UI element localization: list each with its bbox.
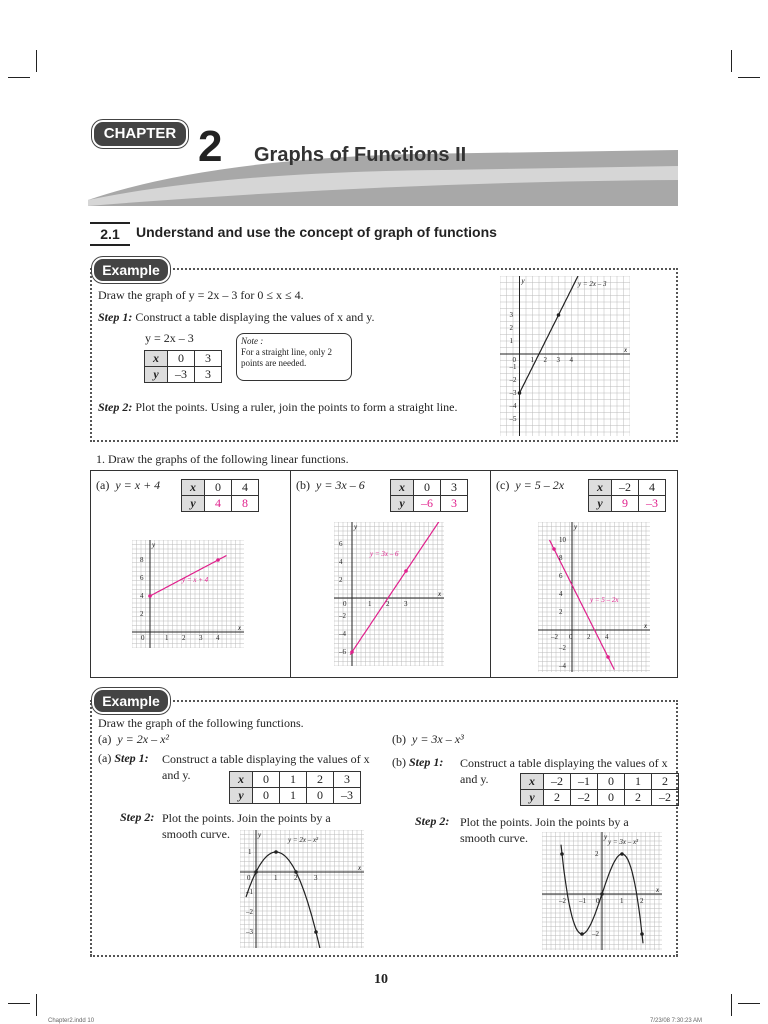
table-cell: 0	[598, 774, 625, 790]
table-cell: 4	[205, 496, 232, 512]
x-header: x	[589, 480, 612, 496]
table-cell: 2	[307, 772, 334, 788]
tick-label: 1	[620, 897, 624, 905]
tick-label: –4	[339, 630, 346, 638]
data-point	[580, 932, 584, 936]
part-label: (a)	[96, 478, 110, 492]
table-cell: –2	[652, 790, 679, 806]
tick-label: 2	[640, 897, 644, 905]
y-header: y	[521, 790, 544, 806]
section-number-text: 2.1	[100, 226, 120, 242]
x-header: x	[182, 480, 205, 496]
example-2a-graph	[240, 830, 364, 948]
y-header: y	[182, 496, 205, 512]
data-point	[557, 313, 561, 317]
table-cell: 4	[639, 480, 666, 496]
function-line	[350, 522, 442, 655]
exercise-1a-table	[181, 479, 259, 512]
table-cell: 3	[441, 496, 468, 512]
tick-label: 0	[247, 874, 251, 882]
page-number: 10	[374, 972, 388, 987]
part-label: (b)	[392, 732, 406, 746]
part-label: (c)	[496, 478, 510, 492]
example-2a-step2-label	[120, 810, 154, 825]
x-axis-label: x	[438, 590, 442, 598]
x-header: x	[230, 772, 253, 788]
tick-label: 3	[314, 874, 318, 882]
tick-label: 2	[294, 874, 298, 882]
y-axis-label: y	[258, 831, 262, 839]
tick-label: 6	[140, 574, 144, 582]
tick-label: –6	[339, 648, 346, 656]
tick-label: 0	[141, 634, 145, 642]
part-label: (a)	[98, 751, 112, 765]
table-cell: 2	[652, 774, 679, 790]
note-box	[236, 333, 352, 381]
data-point	[620, 852, 624, 856]
exercise-1a-label	[96, 478, 160, 493]
tick-label: –2	[559, 644, 566, 652]
data-point	[216, 558, 220, 562]
example-2-intro: Draw the graph of the following functions.	[98, 716, 304, 730]
footer-left: Chapter2.indd 10	[48, 1018, 95, 1024]
tick-label: 4	[140, 592, 144, 600]
data-point	[640, 932, 644, 936]
y-axis-label: y	[604, 833, 608, 841]
equation: y = x + 4	[115, 478, 161, 492]
exercise-1b-table	[390, 479, 468, 512]
example-1-table	[144, 350, 222, 383]
section-number	[90, 222, 130, 246]
table-cell: –3	[334, 788, 361, 804]
tick-label: 10	[559, 536, 566, 544]
table-cell: –1	[571, 774, 598, 790]
tick-label: –4	[559, 662, 566, 670]
tick-label: 4	[605, 633, 609, 641]
table-cell: 3	[334, 772, 361, 788]
y-header: y	[391, 496, 414, 512]
tick-label: 2	[339, 576, 343, 584]
example-2b-step2-text: Plot the points. Join the points by a smooth curve.	[460, 815, 629, 845]
tick-label: 2	[559, 608, 563, 616]
example-2b-table	[520, 773, 679, 806]
x-axis-label: x	[238, 624, 242, 632]
step2-text: Plot the points. Using a ruler, join the points to form a straight line.	[135, 400, 458, 414]
example-1-step2	[98, 400, 458, 415]
tick-label: –2	[592, 930, 599, 938]
table-cell: –3	[168, 367, 195, 383]
tick-label: 1	[530, 356, 534, 364]
x-axis-label: x	[624, 346, 628, 354]
table-cell: 8	[232, 496, 259, 512]
y-header: y	[230, 788, 253, 804]
tick-label: 3	[556, 356, 560, 364]
tick-label: –1	[579, 897, 586, 905]
function-label: y = 3x – x³	[608, 838, 639, 846]
table-cell: 0	[307, 788, 334, 804]
example-1-equation: y = 2x – 3	[145, 331, 194, 345]
tick-label: –1	[509, 363, 517, 371]
table-cell: 1	[280, 772, 307, 788]
table-cell: 2	[544, 790, 571, 806]
tick-label: 4	[339, 558, 343, 566]
note-title: Note :	[241, 336, 264, 346]
example-2b-step2-label	[415, 814, 449, 829]
tick-label: 4	[559, 590, 563, 598]
note-text: For a straight line, only 2 points are needed.	[241, 347, 332, 368]
table-cell: 0	[168, 351, 195, 367]
table-cell: –3	[639, 496, 666, 512]
tick-label: 0	[569, 633, 573, 641]
data-point	[600, 892, 604, 896]
part-label: (b)	[392, 755, 406, 769]
example-1-intro: Draw the graph of y = 2x – 3 for 0 ≤ x ≤ 4.	[98, 288, 304, 302]
y-header: y	[145, 367, 168, 383]
exercise-1c-table	[588, 479, 666, 512]
tick-label: 2	[595, 850, 599, 858]
table-cell: 0	[414, 480, 441, 496]
x-axis-label: x	[644, 622, 648, 630]
function-label: y = 3x – 6	[370, 550, 399, 558]
x-axis-label: x	[656, 886, 660, 894]
table-cell: 0	[205, 480, 232, 496]
data-point	[254, 870, 258, 874]
tick-label: –2	[509, 376, 517, 384]
example-2a-step1-text: Construct a table displaying the values of x and y.	[162, 752, 370, 782]
tick-label: 1	[274, 874, 278, 882]
function-label: y = 2x – 3	[578, 280, 607, 288]
table-cell: 3	[195, 367, 222, 383]
step2-label: Step 2:	[120, 810, 155, 824]
exercise-1a-graph	[132, 540, 244, 648]
equation: y = 3x – 6	[316, 478, 365, 492]
example-2a-step2-text: Plot the points. Join the points by a smooth curve.	[162, 811, 331, 841]
data-point	[560, 852, 564, 856]
step1-label: Step 1:	[114, 751, 149, 765]
tick-label: –3	[246, 928, 253, 936]
tick-label: 0	[596, 897, 600, 905]
step1-label: Step 1:	[98, 310, 133, 324]
table-cell: 0	[253, 788, 280, 804]
x-header: x	[145, 351, 168, 367]
function-label: y = 5 – 2x	[590, 596, 619, 604]
tick-label: 0	[343, 600, 347, 608]
tick-label: 6	[559, 572, 563, 580]
example-2a-table	[229, 771, 361, 804]
tick-label: 4	[569, 356, 573, 364]
tick-label: 4	[216, 634, 220, 642]
tick-label: –4	[509, 402, 517, 410]
tick-label: 2	[386, 600, 390, 608]
y-header: y	[589, 496, 612, 512]
tick-label: 2	[543, 356, 547, 364]
part-label: (b)	[296, 478, 310, 492]
tick-label: 1	[509, 337, 513, 345]
exercise-1c-label	[496, 478, 564, 493]
example-1-graph	[500, 276, 630, 436]
tick-label: 2	[509, 324, 513, 332]
exercise-1c-graph	[538, 522, 650, 672]
example-1-badge: Example	[92, 257, 170, 283]
data-point	[606, 655, 610, 659]
step1-label: Step 1:	[409, 755, 444, 769]
tick-label: 8	[559, 554, 563, 562]
tick-label: 1	[165, 634, 169, 642]
tick-label: 1	[248, 848, 252, 856]
example-2b-graph	[542, 832, 662, 950]
table-cell: –2	[544, 774, 571, 790]
tick-label: –2	[339, 612, 346, 620]
footer-right: 7/23/08 7:30:23 AM	[650, 1018, 703, 1024]
equation: y = 5 – 2x	[515, 478, 565, 492]
table-cell: 0	[253, 772, 280, 788]
table-cell: 3	[441, 480, 468, 496]
chapter-title: Graphs of Functions II	[254, 144, 467, 166]
step2-label: Step 2:	[415, 814, 450, 828]
table-cell: 1	[280, 788, 307, 804]
exercise-1b-graph	[334, 522, 444, 666]
y-axis-label: y	[521, 277, 525, 285]
example-2b-step1-text: Construct a table displaying the values of x and y.	[460, 756, 668, 786]
tick-label: 1	[368, 600, 372, 608]
table-cell: 3	[195, 351, 222, 367]
tick-label: 3	[404, 600, 408, 608]
tick-label: –2	[246, 908, 253, 916]
tick-label: 3	[509, 311, 513, 319]
chapter-badge: CHAPTER	[92, 120, 188, 148]
data-point	[350, 650, 354, 654]
data-point	[404, 569, 408, 573]
table-cell: –2	[571, 790, 598, 806]
tick-label: –2	[551, 633, 558, 641]
x-header: x	[521, 774, 544, 790]
example-2-part-b	[392, 732, 464, 747]
section-title: Understand and use the concept of graph of functions	[136, 224, 497, 240]
table-cell: 2	[625, 790, 652, 806]
example-2-badge: Example	[92, 688, 170, 714]
table-cell: 0	[598, 790, 625, 806]
data-point	[552, 547, 556, 551]
table-cell: –2	[612, 480, 639, 496]
table-cell: –6	[414, 496, 441, 512]
y-axis-label: y	[574, 523, 578, 531]
tick-label: 3	[199, 634, 203, 642]
y-axis-label: y	[152, 541, 156, 549]
x-axis-label: x	[358, 864, 362, 872]
step2-label: Step 2:	[98, 400, 133, 414]
tick-label: –2	[559, 897, 566, 905]
equation: y = 2x – x²	[117, 732, 170, 746]
example-2b-step1	[392, 755, 443, 770]
tick-label: 2	[587, 633, 591, 641]
tick-label: 0	[512, 356, 516, 364]
tick-label: –5	[509, 415, 517, 423]
tick-label: 6	[339, 540, 343, 548]
function-label: y = x + 4	[182, 576, 209, 584]
chapter-number: 2	[198, 122, 223, 171]
exercise-1-question: 1. Draw the graphs of the following linear functions.	[96, 452, 349, 466]
table-cell: 1	[625, 774, 652, 790]
step1-text: Construct a table displaying the values of x and y.	[135, 310, 375, 324]
data-point	[518, 391, 522, 395]
exercise-1b-label	[296, 478, 365, 493]
tick-label: 8	[140, 556, 144, 564]
function-label: y = 2x – x²	[288, 836, 319, 844]
table-cell: 9	[612, 496, 639, 512]
example-2-part-a	[98, 732, 169, 747]
tick-label: –3	[509, 389, 517, 397]
data-point	[148, 594, 152, 598]
tick-label: 2	[140, 610, 144, 618]
data-point	[274, 850, 278, 854]
tick-label: 2	[182, 634, 186, 642]
part-label: (a)	[98, 732, 112, 746]
example-1-step1	[98, 310, 375, 325]
tick-label: –1	[246, 888, 253, 896]
table-cell: 4	[232, 480, 259, 496]
x-header: x	[391, 480, 414, 496]
data-point	[314, 930, 318, 934]
y-axis-label: y	[354, 523, 358, 531]
equation: y = 3x – x³	[412, 732, 464, 746]
